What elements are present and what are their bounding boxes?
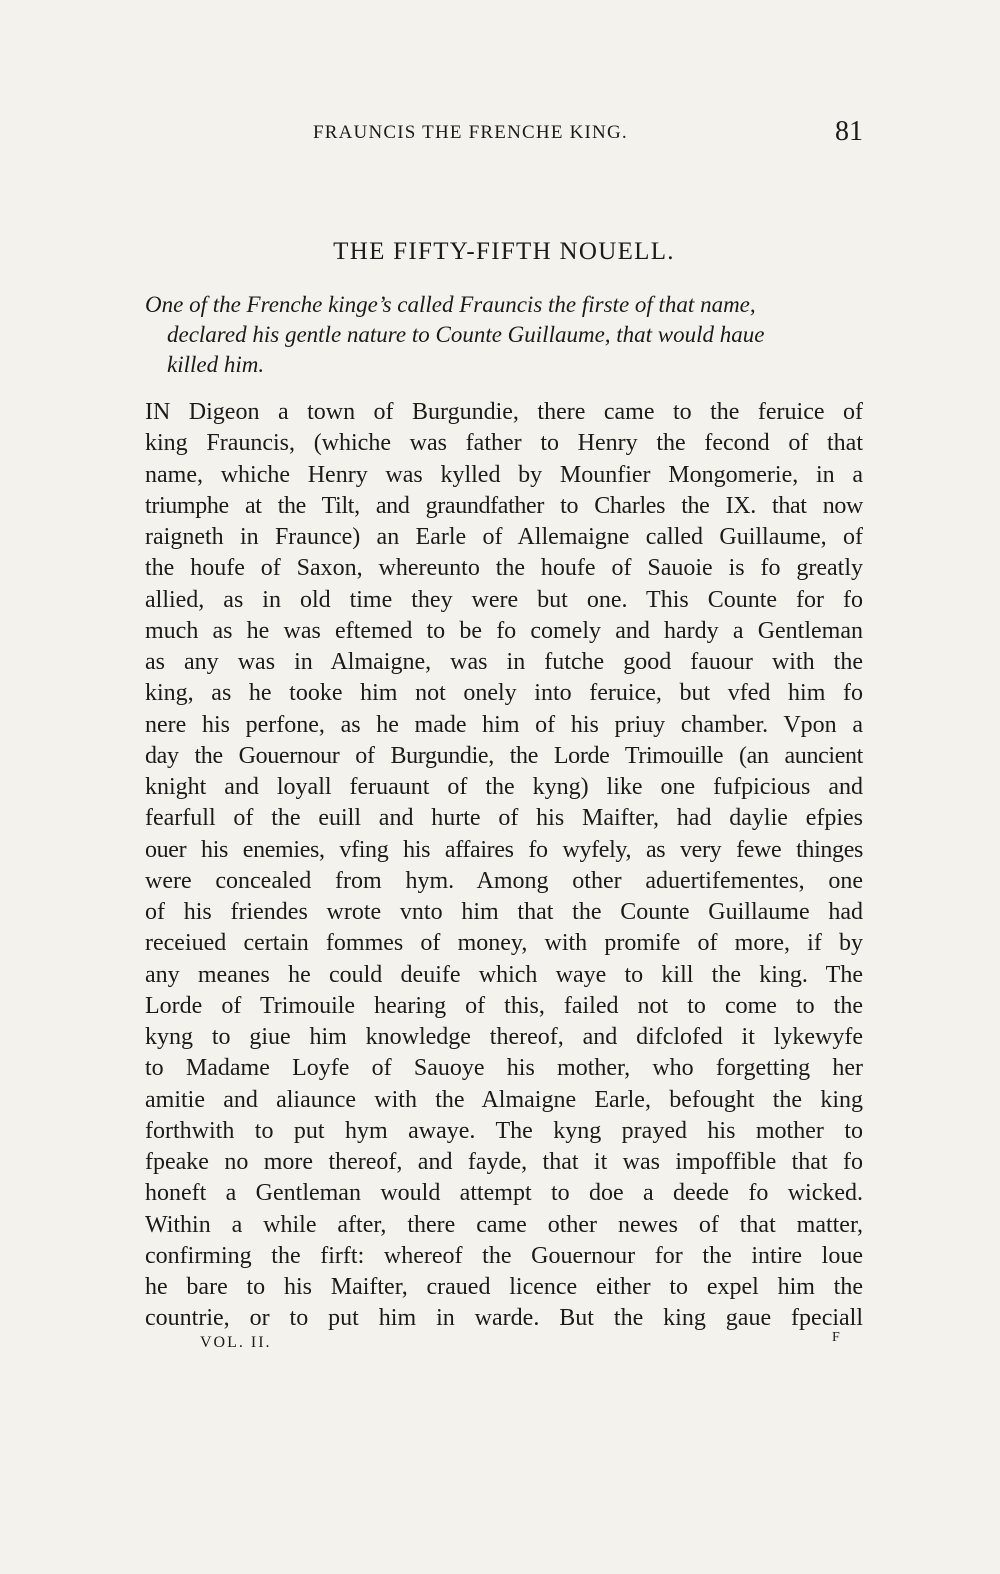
body-line: IN Digeon a town of Burgundie, there came to the feruice of — [145, 399, 863, 425]
body-line: fpeake no more thereof, and fayde, that it was impoffible that fo — [145, 1149, 863, 1175]
body-line: to Madame Loyfe of Sauoye his mother, who forgetting her — [145, 1055, 863, 1082]
body-line: allied, as in old time they were but one. This Counte for fo — [145, 586, 863, 613]
body-line: day the Gouernour of Burgundie, the Lorde Trimouille (an auncient — [145, 742, 863, 769]
signature-mark: F — [832, 1330, 840, 1345]
body-line: much as he was eftemed to be fo comely and hardy a Gentleman — [145, 617, 863, 644]
body-line: knight and loyall feruaunt of the kyng) like one fufpicious and — [145, 774, 863, 800]
body-line: raigneth in Fraunce) an Earle of Allemaigne called Guillaume, of — [145, 524, 863, 550]
body-line: any meanes he could deuife which waye to kill the king. The — [145, 961, 863, 988]
body-line: name, whiche Henry was kylled by Mounfier Mongomerie, in a — [145, 461, 863, 488]
running-head — [145, 116, 863, 158]
body-line: honeft a Gentleman would attempt to doe a deede fo wicked. — [145, 1180, 863, 1207]
argument-line: One of the Frenche kinge’s called Frauncis the firste of that name, — [145, 292, 756, 317]
page-number: 81 — [835, 116, 863, 147]
chapter-title: THE FIFTY-FIFTH NOUELL. — [333, 238, 675, 265]
running-title: FRAUNCIS THE FRENCHE KING. — [313, 122, 628, 143]
body-line: nere his perfone, as he made him of his priuy chamber. Vpon a — [145, 711, 863, 738]
body-line: kyng to giue him knowledge thereof, and difclofed it lykewyfe — [145, 1024, 863, 1050]
body-line: countrie, or to put him in warde. But the king gaue fpeciall — [145, 1305, 863, 1332]
body-line: fearfull of the euill and hurte of his Maifter, had daylie efpies — [145, 805, 863, 832]
body-line: ouer his enemies, vfing his affaires fo wyfely, as very fewe thinges — [145, 836, 863, 863]
body-line: amitie and aliaunce with the Almaigne Earle, befought the king — [145, 1086, 863, 1113]
body-line: triumphe at the Tilt, and graundfather to Charles the IX. that now — [145, 492, 863, 519]
argument-line: killed him. — [167, 352, 265, 377]
argument-line: declared his gentle nature to Counte Guillaume, that would haue — [167, 322, 765, 347]
body-line: Lorde of Trimouile hearing of this, failed not to come to the — [145, 992, 863, 1019]
body-line: confirming the firft: whereof the Gouernour for the intire loue — [145, 1242, 863, 1269]
body-line: were concealed from hym. Among other aduertifementes, one — [145, 867, 863, 894]
body-line: king Frauncis, (whiche was father to Henry the fecond of that — [145, 430, 863, 457]
body-line: he bare to his Maifter, craued licence either to expel him the — [145, 1274, 863, 1300]
body-line: of his friendes wrote vnto him that the Counte Guillaume had — [145, 899, 863, 925]
body-line: as any was in Almaigne, was in futche good fauour with the — [145, 649, 863, 675]
body-line: the houfe of Saxon, whereunto the houfe of Sauoie is fo greatly — [145, 555, 863, 582]
body-text — [145, 397, 863, 1335]
body-line: receiued certain fommes of money, with promife of more, if by — [145, 930, 863, 957]
chapter-argument — [145, 290, 865, 380]
body-line: king, as he tooke him not onely into feruice, but vfed him fo — [145, 680, 863, 707]
body-line: forthwith to put hym awaye. The kyng prayed his mother to — [145, 1117, 863, 1144]
volume-marker: VOL. II. — [200, 1334, 272, 1351]
body-line: Within a while after, there came other newes of that matter, — [145, 1211, 863, 1238]
